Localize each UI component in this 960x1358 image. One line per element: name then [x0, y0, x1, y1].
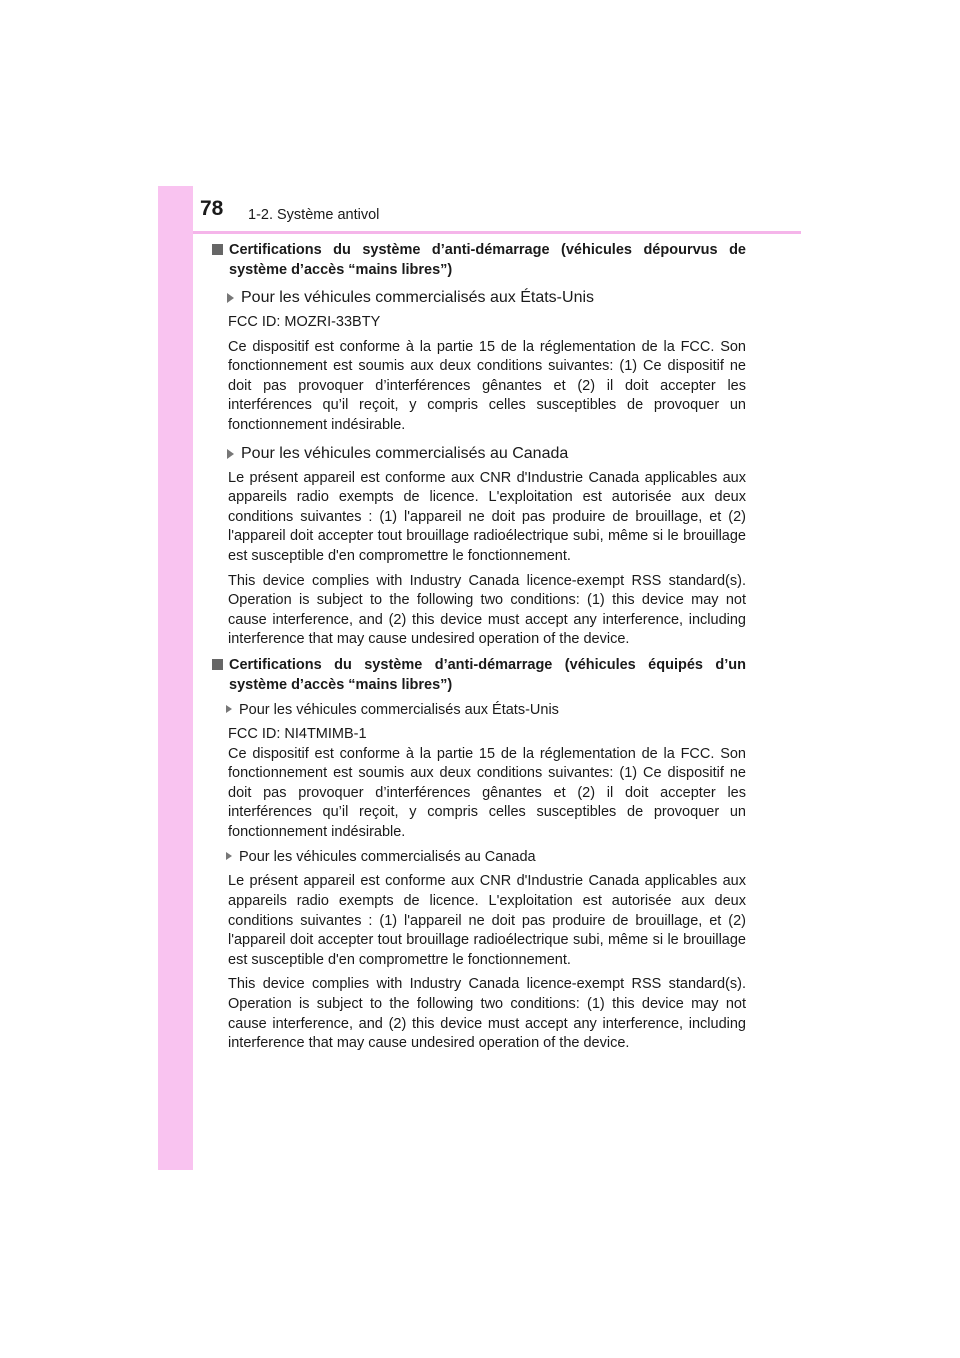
subheading-us — [211, 288, 746, 308]
paragraph-fcc: Ce dispositif est conforme à la partie 15 de la réglementation de la FCC. Son fonctionnement est soumis aux deux conditions suivantes: (1) Ce dispositif ne doit pas provoquer d’interférences gênantes et (2) il doit accepter les interférences qu’il reçoit, y compris celles susceptibles de provoquer un fonctionnement indésirable. — [228, 338, 746, 433]
subheading-canada — [211, 847, 746, 867]
fcc-id: FCC ID: NI4TMIMB-1 — [228, 725, 367, 742]
section-heading — [211, 240, 746, 280]
page-number: 78 — [200, 197, 224, 220]
triangle-bullet-icon — [226, 852, 232, 860]
subheading-us — [211, 700, 746, 720]
triangle-bullet-icon — [227, 293, 234, 303]
section-heading-text: Certifications du système d’anti-démarrage (véhicules dépourvus de système d’accès “mains libres”) — [229, 242, 746, 278]
paragraph-canada-en: This device complies with Industry Canada licence-exempt RSS standard(s). Operation is subject to the following two conditions: (1) this device may not cause interference, and (2) this device must accept any interference, including interference that may cause undesired operation of the device. — [228, 572, 746, 648]
fcc-id: FCC ID: MOZRI-33BTY — [228, 314, 381, 330]
subheading-text: Pour les véhicules commercialisés aux États-Unis — [239, 701, 559, 718]
paragraph-canada-fr: Le présent appareil est conforme aux CNR d'Industrie Canada applicables aux appareils radio exempts de licence. L'exploitation est autorisée aux deux conditions suivantes : (1) l'appareil ne doit pas produire de brouillage, et (2) l'appareil doit accepter tout brouillage radioélectrique subi, même si le brouillage est susceptible d'en compromettre le fonctionnement. — [228, 873, 746, 968]
section-title: 1-2. Système antivol — [248, 207, 380, 223]
subheading-canada — [211, 444, 746, 464]
square-bullet-icon — [212, 659, 223, 670]
page-content — [211, 240, 746, 1054]
subheading-text: Pour les véhicules commercialisés au Canada — [239, 849, 536, 866]
side-color-band — [158, 186, 193, 1170]
square-bullet-icon — [212, 244, 223, 255]
subheading-text: Pour les véhicules commercialisés aux États-Unis — [241, 289, 595, 306]
section-heading-text: Certifications du système d’anti-démarrage (véhicules équipés d’un système d’accès “mains libres”) — [229, 656, 746, 693]
paragraph-canada-fr: Le présent appareil est conforme aux CNR d'Industrie Canada applicables aux appareils radio exempts de licence. L'exploitation est autorisée aux deux conditions suivantes : (1) l'appareil ne doit pas produire de brouillage, et (2) l'appareil doit accepter tout brouillage radioélectrique subi, même si le brouillage est susceptible d'en compromettre le fonctionnement. — [228, 469, 746, 564]
triangle-bullet-icon — [227, 449, 234, 459]
header-rule — [193, 231, 801, 234]
section-heading — [211, 655, 746, 695]
paragraph-canada-en: This device complies with Industry Canada licence-exempt RSS standard(s). Operation is subject to the following two conditions: (1) this device may not cause interference, and (2) this device must accept any interference, including interference that may cause undesired operation of the device. — [228, 976, 746, 1052]
paragraph-fcc: Ce dispositif est conforme à la partie 15 de la réglementation de la FCC. Son fonctionnement est soumis aux deux conditions suivantes: (1) Ce dispositif ne doit pas provoquer d’interférences gênantes et (2) il doit accepter les interférences qu’il reçoit, y compris celles susceptibles de provoquer un fonctionnement indésirable. — [228, 745, 746, 840]
subheading-text: Pour les véhicules commercialisés au Canada — [241, 444, 569, 462]
triangle-bullet-icon — [226, 705, 232, 713]
